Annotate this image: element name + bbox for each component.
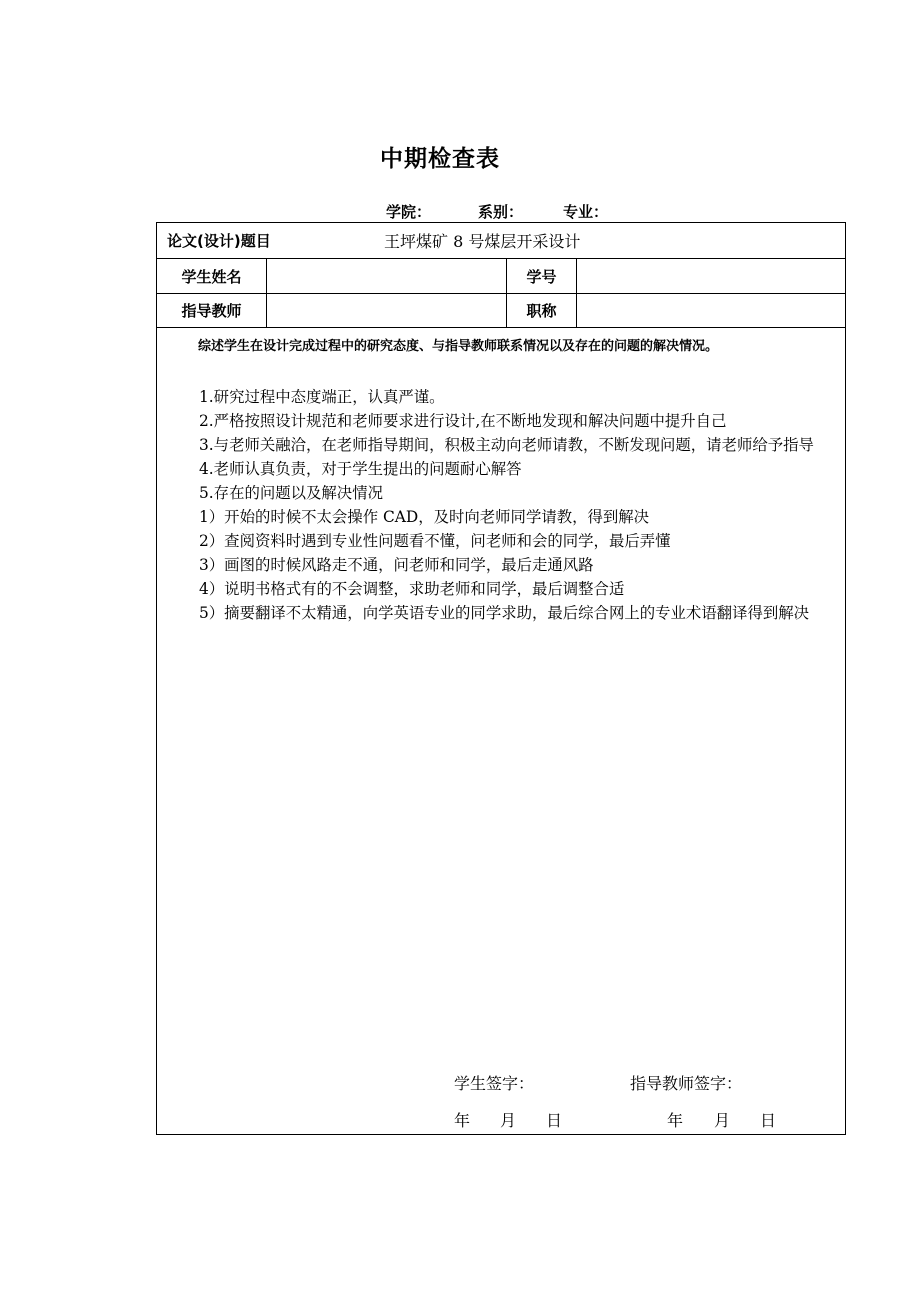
page-title: 中期检查表 [380,146,500,172]
meta-line [386,201,608,222]
major-label: 专业： [563,203,609,221]
department-label: 系别： [478,203,524,221]
summary-item: 5.存在的问题以及解决情况 [199,484,383,502]
summary-item: 3）画图的时候风路走不通，问老师和同学，最后走通风路 [199,556,594,574]
summary-prompt: 综述学生在设计完成过程中的研究态度、与指导教师联系情况以及存在的问题的解决情况。 [198,339,719,354]
topic-value: 王坪煤矿 8 号煤层开采设计 [384,232,581,251]
summary-item: 1.研究过程中态度端正，认真严谨。 [199,388,445,406]
student-id-label: 学号 [506,259,576,293]
student-date-day: 日 [546,1111,563,1130]
summary-item: 2.严格按照设计规范和老师要求进行设计,在不断地发现和解决问题中提升自己 [199,412,727,430]
student-row [157,259,845,294]
summary-item: 4）说明书格式有的不会调整，求助老师和同学，最后调整合适 [199,580,625,598]
advisor-label: 指导教师 [181,302,242,320]
student-sign-label: 学生签字： [454,1074,535,1093]
title-label: 职称 [506,294,576,327]
title-value [576,294,845,327]
advisor-date-year: 年 [667,1111,684,1130]
advisor-date [667,1108,776,1131]
topic-label: 论文(设计)题目 [167,232,271,250]
advisor-value [266,294,506,327]
topic-row [157,223,845,259]
summary-content [166,385,836,625]
midterm-check-form [156,222,846,1135]
summary-item: 5）摘要翻译不太精通，向学英语专业的同学求助，最后综合网上的专业术语翻译得到解决 [199,604,810,622]
advisor-date-day: 日 [760,1111,777,1130]
college-label: 学院： [386,203,432,221]
advisor-row [157,294,845,328]
student-date-month: 月 [500,1111,517,1130]
summary-item: 3.与老师关融洽，在老师指导期间，积极主动向老师请教，不断发现问题，请老师给予指导 [199,436,814,454]
student-id-value [576,259,845,293]
summary-item: 1）开始的时候不太会操作 CAD，及时向老师同学请教，得到解决 [199,508,650,526]
summary-item: 2）查阅资料时遇到专业性问题看不懂，问老师和会的同学，最后弄懂 [199,532,671,550]
summary-item: 4.老师认真负责，对于学生提出的问题耐心解答 [199,460,522,478]
student-date [454,1108,562,1131]
student-name-label: 学生姓名 [181,267,242,286]
student-name-value [266,259,506,293]
summary-cell [157,328,845,1134]
advisor-sign-label: 指导教师签字： [630,1074,743,1093]
student-date-year: 年 [454,1111,471,1130]
advisor-date-month: 月 [714,1111,731,1130]
